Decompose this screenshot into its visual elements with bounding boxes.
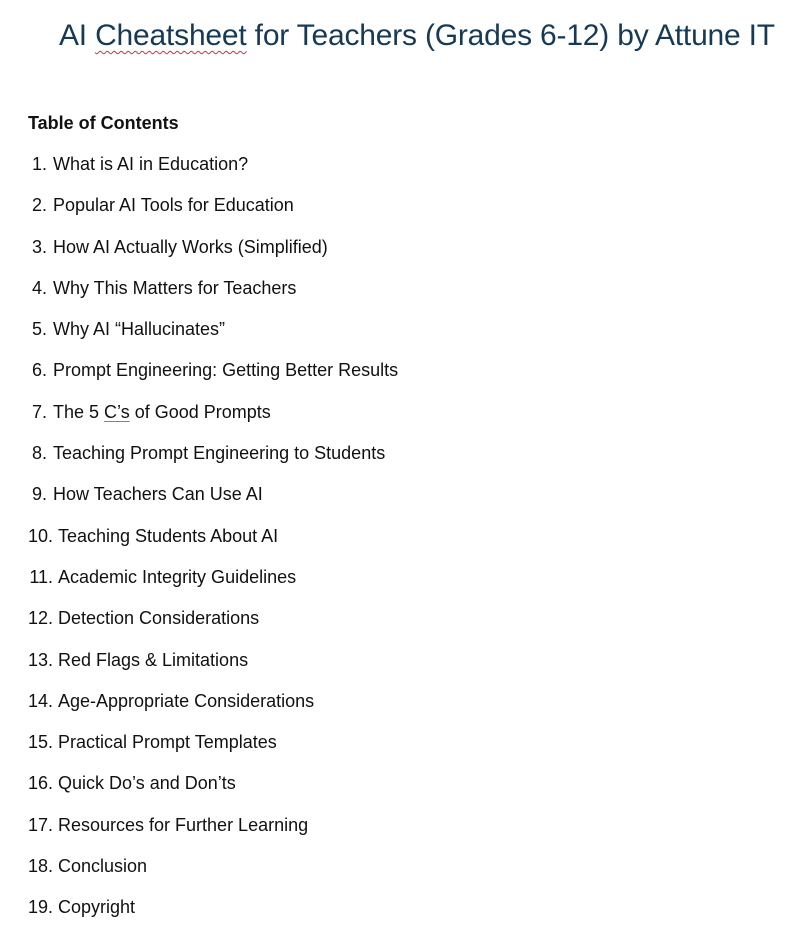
toc-label [52, 399, 271, 425]
toc-number: 14. [27, 690, 53, 711]
toc-item-4[interactable] [0, 275, 398, 316]
toc-item-3[interactable] [0, 234, 398, 275]
toc-label: Red Flags & Limitations [58, 649, 249, 670]
title-suffix: for Teachers (Grades 6-12) by Attune IT [246, 19, 775, 52]
toc-number: 17. [27, 814, 53, 835]
toc-item-11[interactable] [0, 564, 398, 605]
toc-label-underlined-word: C’s [104, 401, 130, 422]
toc-label: Prompt Engineering: Getting Better Results [53, 360, 399, 381]
toc-label: What is AI in Education? [53, 154, 249, 174]
toc-heading: Table of Contents [28, 113, 179, 133]
toc-number: 6. [31, 360, 47, 381]
toc-item-1[interactable] [0, 151, 398, 192]
toc-number: 18. [27, 856, 53, 877]
toc-number: 2. [31, 195, 47, 216]
toc-number: 11. [29, 566, 53, 587]
toc-label: Practical Prompt Templates [58, 732, 277, 753]
toc-item-7[interactable] [0, 399, 398, 440]
toc-label: Teaching Students About AI [58, 525, 279, 546]
toc-item-16[interactable] [0, 770, 398, 811]
toc-item-19[interactable] [0, 894, 398, 935]
toc-label-part: The 5 [53, 401, 105, 422]
toc-item-14[interactable] [0, 688, 398, 729]
toc-label: How AI Actually Works (Simplified) [53, 236, 328, 257]
toc-label: Why AI “Hallucinates” [53, 319, 226, 340]
toc-item-17[interactable] [0, 812, 398, 853]
toc-number: 4. [31, 277, 47, 298]
toc-label: Age-Appropriate Considerations [58, 690, 315, 711]
toc-number: 19. [27, 897, 53, 918]
toc-number: 5. [31, 319, 47, 340]
toc-item-13[interactable] [0, 647, 398, 688]
toc-number: 16. [27, 773, 53, 794]
toc-item-15[interactable] [0, 729, 398, 770]
toc-label: How Teachers Can Use AI [53, 484, 263, 505]
toc-number: 10. [27, 525, 53, 546]
toc-item-9[interactable] [0, 481, 398, 522]
toc-label: Popular AI Tools for Education [53, 195, 294, 216]
document-title [59, 14, 775, 58]
table-of-contents [0, 151, 398, 936]
toc-label: Teaching Prompt Engineering to Students [53, 443, 386, 464]
toc-number: 1. [31, 154, 47, 174]
toc-label: Why This Matters for Teachers [53, 277, 297, 298]
title-spellcheck-word[interactable]: Cheatsheet [95, 19, 247, 52]
title-prefix: AI [59, 19, 96, 52]
toc-label: Academic Integrity Guidelines [58, 566, 297, 587]
toc-item-12[interactable] [0, 605, 398, 646]
toc-number: 9. [31, 484, 47, 505]
toc-item-18[interactable] [0, 853, 398, 894]
toc-number: 8. [31, 443, 47, 464]
toc-number: 12. [27, 608, 53, 629]
toc-item-2[interactable] [0, 192, 398, 233]
toc-label: Quick Do’s and Don’ts [58, 773, 236, 794]
toc-label: Copyright [58, 897, 136, 918]
toc-label: Conclusion [58, 856, 148, 877]
toc-item-6[interactable] [0, 357, 398, 398]
toc-item-10[interactable] [0, 523, 398, 564]
toc-label-part: of Good Prompts [129, 401, 271, 422]
toc-number: 15. [27, 732, 53, 753]
toc-label: Resources for Further Learning [58, 814, 309, 835]
toc-number: 3. [31, 236, 47, 257]
toc-number: 13. [27, 649, 53, 670]
toc-label: Detection Considerations [58, 608, 260, 629]
toc-item-5[interactable] [0, 316, 398, 357]
toc-item-8[interactable] [0, 440, 398, 481]
toc-number: 7. [31, 401, 47, 422]
